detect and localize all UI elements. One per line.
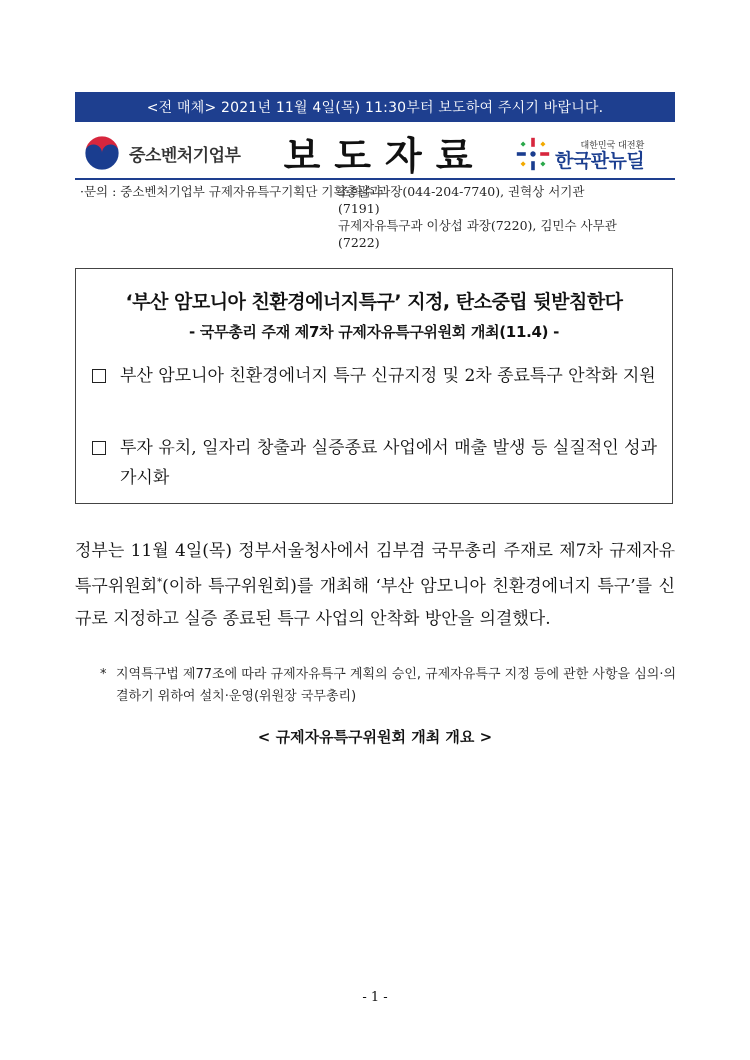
body-text: (이하 특구위원회)를 개최해 ‘부산 암모니아 친환경에너지 특구’를 신규로 지정하고 실증 종료된 특구 사업의 안착화 방안을 의결했다. <box>75 576 675 629</box>
doc-type-title: 보도자료 <box>283 132 487 178</box>
new-deal-logo <box>515 134 675 174</box>
summary-box <box>75 268 673 504</box>
contact-line: 규제자유특구과 이상섭 과장(7220), 김민수 사무관 <box>338 218 617 233</box>
contact-info <box>80 183 675 251</box>
new-deal-name: 한국판뉴딜 <box>555 149 645 172</box>
subheadline: - 국무총리 주재 제7차 규제자유특구위원회 개최(11.4) - <box>188 323 560 341</box>
footnote-star: * <box>100 667 107 682</box>
ministry-name: 중소벤처기업부 <box>129 145 241 166</box>
press-header <box>75 126 675 178</box>
body-paragraph <box>75 535 675 635</box>
contact-label: ·문의 : 중소벤처기업부 규제자유특구기획단 기획총괄과 <box>80 184 382 199</box>
body-text: 정부는 11월 4일(목) 정부서울청사에서 김부겸 국무총리 주재로 제7차 규제자유특구위원회 <box>75 541 675 597</box>
summary-bullet-text: 부산 암모니아 친환경에너지 특구 신규지정 및 2차 종료특구 안착화 지원 <box>120 366 656 386</box>
summary-bullet <box>92 361 657 391</box>
summary-bullet <box>92 433 657 493</box>
korean-new-deal-logo-icon <box>515 136 551 172</box>
checkbox-icon <box>92 369 106 383</box>
overview-title: < 규제자유특구위원회 개최 개요 > <box>257 728 493 746</box>
headline: ‘부산 암모니아 친환경에너지특구’ 지정, 탄소중립 뒷받침한다 <box>125 291 623 313</box>
page-number: - 1 - <box>362 990 388 1005</box>
contact-line: (7191) <box>338 201 380 216</box>
header-divider <box>75 178 675 180</box>
ministry-logo <box>83 132 273 174</box>
ministry-emblem-icon <box>83 134 121 172</box>
contact-line: 조희수 과장(044-204-7740), 권혁상 서기관 <box>338 184 585 199</box>
footnote-text: 지역특구법 제77조에 따라 규제자유특구 계획의 승인, 규제자유특구 지정 등에 관한 사항을 심의·의결하기 위하여 설치·운영(위원장 국무총리) <box>116 667 677 704</box>
summary-bullet-text: 투자 유치, 일자리 창출과 실증종료 사업에서 매출 발생 등 실질적인 성과 가시화 <box>120 438 657 488</box>
contact-line: (7222) <box>338 235 380 250</box>
footnote-marker: * <box>157 577 163 588</box>
footnote <box>100 664 680 708</box>
embargo-banner: <전 매체> 2021년 11월 4일(목) 11:30부터 보도하여 주시기 바랍니다. <box>75 92 675 122</box>
new-deal-slogan: 대한민국 대전환 <box>580 140 645 151</box>
checkbox-icon <box>92 441 106 455</box>
